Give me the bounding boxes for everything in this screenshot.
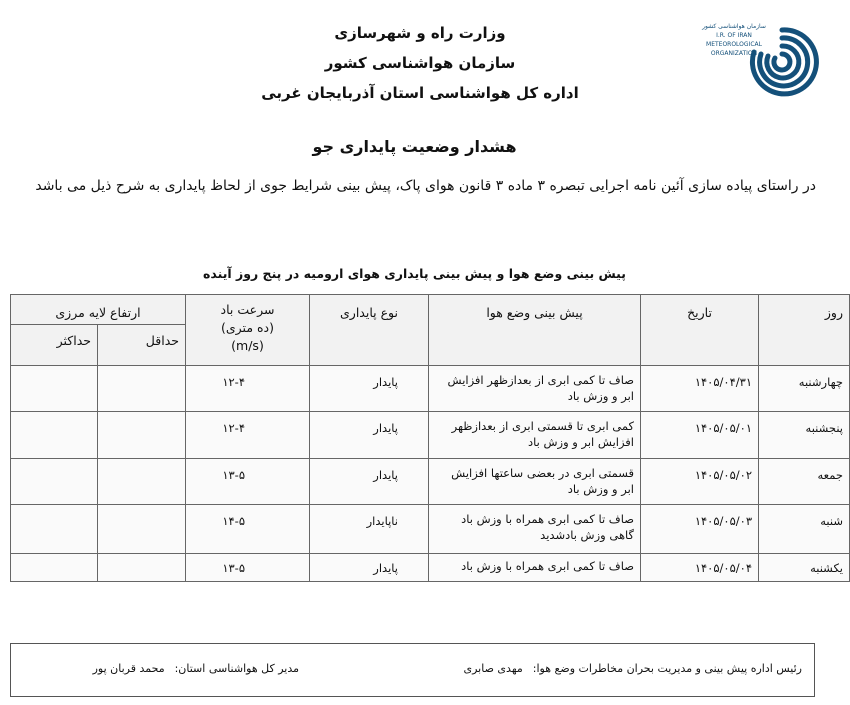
forecast-table xyxy=(10,294,850,582)
cell-weather: صاف تا کمی ابری همراه با وزش باد xyxy=(429,554,641,582)
cell-weather: صاف تا کمی ابری از بعدازظهر افزایش ابر و وزش باد xyxy=(429,366,641,412)
office-name: اداره کل هواشناسی استان آذربایجان غربی xyxy=(261,84,579,102)
cell-wind: ۱۴-۵ xyxy=(186,505,310,554)
director-general-signature xyxy=(93,662,299,675)
header-weather: پیش بینی وضع هوا xyxy=(429,295,641,366)
cell-stability: پایدار xyxy=(310,554,429,582)
organization-name: سازمان هواشناسی کشور xyxy=(324,54,516,72)
cell-date: ۱۴۰۵/۰۵/۰۴ xyxy=(641,554,759,582)
cell-max xyxy=(11,366,98,412)
table-header-row xyxy=(11,295,850,325)
header-boundary-layer: ارتفاع لایه مرزی xyxy=(11,295,186,325)
header-stability: نوع پایداری xyxy=(310,295,429,366)
header-wind-line-2: (ده متری) xyxy=(221,320,274,335)
cell-date: ۱۴۰۵/۰۴/۳۱ xyxy=(641,366,759,412)
director-general-title: مدیر کل هواشناسی استان: xyxy=(174,662,299,675)
cell-day: یکشنبه xyxy=(759,554,850,582)
cell-stability: ناپایدار xyxy=(310,505,429,554)
cell-min xyxy=(98,412,186,459)
intro-paragraph: در راستای پیاده سازی آئین نامه اجرایی تبصره ۳ ماده ۳ قانون هوای پاک، پیش بینی شرایط جوی از لحاظ پایداری به شرح ذیل می باشد xyxy=(35,178,816,194)
cell-wind: ۱۳-۵ xyxy=(186,459,310,505)
header-min: حداقل xyxy=(98,325,186,366)
cell-day: جمعه xyxy=(759,459,850,505)
forecast-chief-name: مهدی صابری xyxy=(463,662,523,675)
cell-stability: پایدار xyxy=(310,459,429,505)
cell-date: ۱۴۰۵/۰۵/۰۲ xyxy=(641,459,759,505)
header-max: حداکثر xyxy=(11,325,98,366)
cell-min xyxy=(98,505,186,554)
cell-day: پنجشنبه xyxy=(759,412,850,459)
logo-english-line-2: METEOROLOGICAL xyxy=(706,41,762,48)
table-row xyxy=(11,505,850,554)
table-row xyxy=(11,366,850,412)
table-row xyxy=(11,554,850,582)
cell-max xyxy=(11,459,98,505)
table-title: پیش بینی وضع هوا و پیش بینی پایداری هوای ارومیه در پنج روز آینده xyxy=(203,266,626,281)
header-wind-line-1: سرعت باد xyxy=(220,302,275,317)
cell-min xyxy=(98,554,186,582)
logo-persian-text: سازمان هواشناسی کشور xyxy=(702,23,766,30)
cell-wind: ۱۲-۴ xyxy=(186,366,310,412)
forecast-chief-title: رئیس اداره پیش بینی و مدیریت بحران مخاطرات وضع هوا: xyxy=(532,662,802,675)
header-day: روز xyxy=(759,295,850,366)
header-block xyxy=(140,18,700,108)
cell-weather: صاف تا کمی ابری همراه با وزش باد گاهی وزش بادشدید xyxy=(429,505,641,554)
table-row xyxy=(11,412,850,459)
cell-min xyxy=(98,366,186,412)
cell-date: ۱۴۰۵/۰۵/۰۳ xyxy=(641,505,759,554)
logo-caption xyxy=(702,22,766,58)
page-title: هشدار وضعیت پایداری جو xyxy=(312,137,517,156)
cell-max xyxy=(11,554,98,582)
logo-english-line-3: ORGANIZATION xyxy=(710,50,758,57)
cell-date: ۱۴۰۵/۰۵/۰۱ xyxy=(641,412,759,459)
cell-stability: پایدار xyxy=(310,366,429,412)
cell-day: شنبه xyxy=(759,505,850,554)
cell-max xyxy=(11,412,98,459)
cell-max xyxy=(11,505,98,554)
cell-weather: قسمتی ابری در بعضی ساعتها افزایش ابر و وزش باد xyxy=(429,459,641,505)
director-general-name: محمد قربان پور xyxy=(92,662,165,675)
cell-weather: کمی ابری تا قسمتی ابری از بعدازظهر افزایش ابر و وزش باد xyxy=(429,412,641,459)
header-wind-speed xyxy=(186,295,310,366)
signature-box xyxy=(10,643,815,697)
logo-english-line-1: I.R. OF IRAN xyxy=(716,32,752,39)
cell-min xyxy=(98,459,186,505)
table-row xyxy=(11,459,850,505)
header-date: تاریخ xyxy=(641,295,759,366)
cell-wind: ۱۲-۴ xyxy=(186,412,310,459)
cell-day: چهارشنبه xyxy=(759,366,850,412)
cell-wind: ۱۳-۵ xyxy=(186,554,310,582)
ministry-name: وزارت راه و شهرسازی xyxy=(334,24,506,42)
cell-stability: پایدار xyxy=(310,412,429,459)
header-wind-line-3: (m/s) xyxy=(231,338,264,353)
forecast-chief-signature xyxy=(464,662,803,675)
